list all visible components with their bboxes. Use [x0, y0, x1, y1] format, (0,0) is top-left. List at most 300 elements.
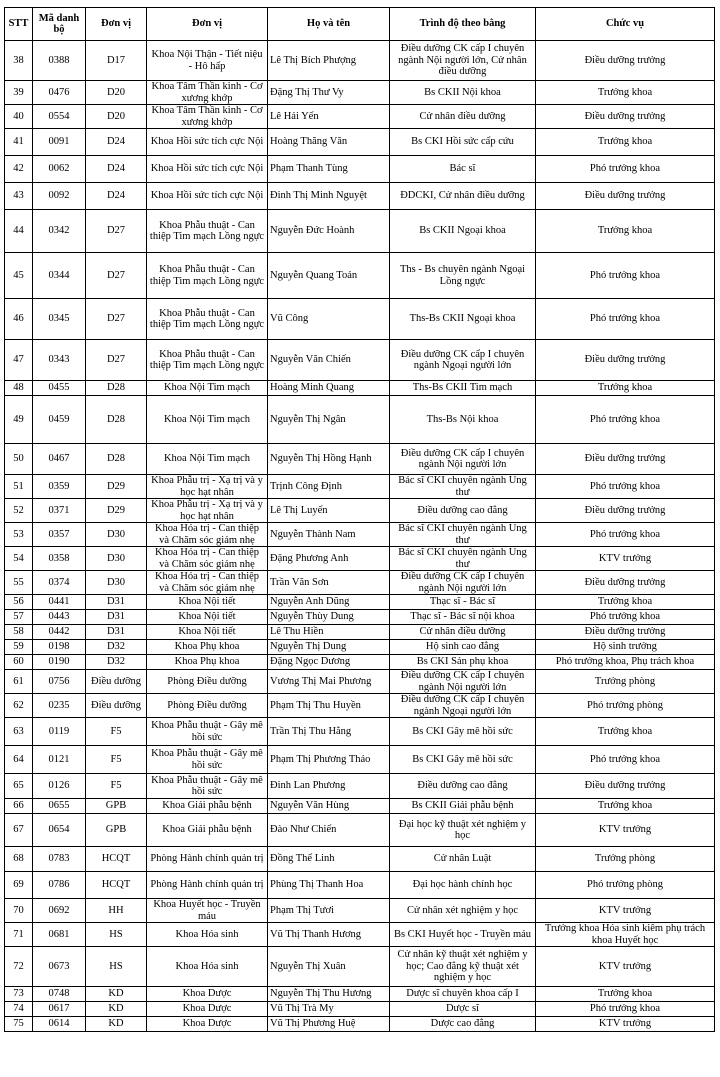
table-row	[5, 610, 715, 625]
cell-stt: 44	[5, 210, 33, 253]
cell-don-vi-code: HCQT	[86, 847, 147, 872]
cell-stt: 70	[5, 899, 33, 923]
cell-trinh-do: Bác sĩ CKI chuyên ngành Ung thư	[390, 523, 536, 547]
cell-don-vi-name: Khoa Hóa sinh	[147, 923, 268, 947]
table-row	[5, 499, 715, 523]
table-row	[5, 475, 715, 499]
cell-stt: 54	[5, 547, 33, 571]
cell-ma-danh-bo: 0357	[33, 523, 86, 547]
cell-stt: 50	[5, 444, 33, 475]
cell-chuc-vu: Trưởng phòng	[536, 847, 715, 872]
cell-chuc-vu: KTV trưởng	[536, 1017, 715, 1032]
cell-ho-va-ten: Nguyễn Thị Hồng Hạnh	[268, 444, 390, 475]
cell-ma-danh-bo: 0476	[33, 81, 86, 105]
cell-chuc-vu: Trưởng phòng	[536, 670, 715, 694]
cell-chuc-vu: Phó trưởng khoa	[536, 1002, 715, 1017]
cell-don-vi-name: Phòng Hành chính quản trị	[147, 847, 268, 872]
cell-stt: 62	[5, 694, 33, 718]
cell-chuc-vu: Điều dưỡng trưởng	[536, 41, 715, 81]
cell-ma-danh-bo: 0062	[33, 156, 86, 183]
cell-chuc-vu: Trưởng khoa	[536, 718, 715, 746]
cell-don-vi-code: F5	[86, 746, 147, 774]
table-row	[5, 396, 715, 444]
cell-stt: 63	[5, 718, 33, 746]
cell-trinh-do: Hộ sinh cao đẳng	[390, 640, 536, 655]
cell-ho-va-ten: Trịnh Công Định	[268, 475, 390, 499]
cell-don-vi-code: D28	[86, 381, 147, 396]
cell-ma-danh-bo: 0554	[33, 105, 86, 129]
cell-ho-va-ten: Phạm Thị Tươi	[268, 899, 390, 923]
cell-stt: 69	[5, 872, 33, 899]
cell-chuc-vu: Điều dưỡng trưởng	[536, 340, 715, 381]
cell-trinh-do: Cử nhân điều dưỡng	[390, 105, 536, 129]
cell-chuc-vu: Trưởng khoa Hóa sinh kiêm phụ trách khoa Huyết học	[536, 923, 715, 947]
table-row	[5, 799, 715, 814]
table-row	[5, 670, 715, 694]
cell-stt: 48	[5, 381, 33, 396]
cell-don-vi-name: Khoa Nội Thận - Tiết niệu - Hô hấp	[147, 41, 268, 81]
cell-don-vi-code: F5	[86, 718, 147, 746]
cell-don-vi-name: Khoa Phẫu thuật - Can thiệp Tim mạch Lồng ngực	[147, 340, 268, 381]
cell-ma-danh-bo: 0442	[33, 625, 86, 640]
cell-stt: 38	[5, 41, 33, 81]
cell-stt: 64	[5, 746, 33, 774]
cell-trinh-do: Bs CKII Ngoại khoa	[390, 210, 536, 253]
cell-ho-va-ten: Nguyễn Thành Nam	[268, 523, 390, 547]
cell-don-vi-name: Khoa Tâm Thần kinh - Cơ xương khớp	[147, 81, 268, 105]
cell-ma-danh-bo: 0467	[33, 444, 86, 475]
cell-chuc-vu: Trưởng khoa	[536, 129, 715, 156]
staff-table	[4, 7, 715, 1032]
cell-stt: 41	[5, 129, 33, 156]
table-row	[5, 847, 715, 872]
cell-chuc-vu: Phó trưởng khoa	[536, 475, 715, 499]
cell-stt: 49	[5, 396, 33, 444]
cell-don-vi-name: Khoa Nội Tim mạch	[147, 396, 268, 444]
table-row	[5, 129, 715, 156]
cell-ma-danh-bo: 0692	[33, 899, 86, 923]
cell-chuc-vu: Phó trưởng khoa	[536, 253, 715, 299]
cell-don-vi-code: D28	[86, 396, 147, 444]
table-row	[5, 183, 715, 210]
cell-trinh-do: Ths - Bs chuyên ngành Ngoại Lồng ngực	[390, 253, 536, 299]
cell-don-vi-name: Khoa Phụ khoa	[147, 655, 268, 670]
cell-ho-va-ten: Đồng Thế Linh	[268, 847, 390, 872]
cell-don-vi-code: D20	[86, 81, 147, 105]
cell-ho-va-ten: Đinh Thị Minh Nguyệt	[268, 183, 390, 210]
header-don-vi-name: Đơn vị	[147, 8, 268, 41]
table-row	[5, 105, 715, 129]
cell-ho-va-ten: Nguyễn Thùy Dung	[268, 610, 390, 625]
cell-ho-va-ten: Vương Thị Mai Phương	[268, 670, 390, 694]
table-row	[5, 210, 715, 253]
table-row	[5, 81, 715, 105]
cell-trinh-do: ĐDCKI, Cử nhân điều dưỡng	[390, 183, 536, 210]
table-row	[5, 299, 715, 340]
cell-ma-danh-bo: 0783	[33, 847, 86, 872]
table-row	[5, 253, 715, 299]
cell-ho-va-ten: Hoàng Minh Quang	[268, 381, 390, 396]
cell-ma-danh-bo: 0342	[33, 210, 86, 253]
cell-chuc-vu: Trưởng khoa	[536, 799, 715, 814]
cell-don-vi-name: Khoa Dược	[147, 987, 268, 1002]
cell-trinh-do: Điều dưỡng CK cấp I chuyên ngành Nội người lớn	[390, 670, 536, 694]
cell-ho-va-ten: Đinh Lan Phương	[268, 774, 390, 799]
cell-stt: 56	[5, 595, 33, 610]
cell-ho-va-ten: Đặng Ngọc Dương	[268, 655, 390, 670]
cell-trinh-do: Điều dưỡng CK cấp I chuyên ngành Ngoại người lớn	[390, 694, 536, 718]
cell-don-vi-code: D24	[86, 183, 147, 210]
cell-don-vi-name: Khoa Hồi sức tích cực Nội	[147, 183, 268, 210]
table-row	[5, 523, 715, 547]
cell-ho-va-ten: Đặng Thị Thư Vy	[268, 81, 390, 105]
table-row	[5, 655, 715, 670]
cell-don-vi-name: Khoa Tâm Thần kinh - Cơ xương khớp	[147, 105, 268, 129]
cell-ho-va-ten: Vũ Thị Phương Huệ	[268, 1017, 390, 1032]
cell-trinh-do: Điều dưỡng cao đẳng	[390, 499, 536, 523]
table-row	[5, 547, 715, 571]
cell-ma-danh-bo: 0358	[33, 547, 86, 571]
cell-ho-va-ten: Vũ Thị Trà My	[268, 1002, 390, 1017]
cell-don-vi-code: D24	[86, 129, 147, 156]
cell-stt: 46	[5, 299, 33, 340]
cell-trinh-do: Dược sĩ	[390, 1002, 536, 1017]
cell-ho-va-ten: Nguyễn Thị Xuân	[268, 947, 390, 987]
cell-don-vi-code: D27	[86, 299, 147, 340]
table-row	[5, 899, 715, 923]
cell-stt: 67	[5, 814, 33, 847]
cell-trinh-do: Bs CKI Sản phụ khoa	[390, 655, 536, 670]
table-row	[5, 640, 715, 655]
cell-don-vi-code: HS	[86, 923, 147, 947]
cell-trinh-do: Bs CKII Nội khoa	[390, 81, 536, 105]
cell-ma-danh-bo: 0121	[33, 746, 86, 774]
cell-stt: 71	[5, 923, 33, 947]
cell-chuc-vu: Điều dưỡng trưởng	[536, 105, 715, 129]
cell-stt: 53	[5, 523, 33, 547]
cell-ho-va-ten: Lê Thị Bích Phượng	[268, 41, 390, 81]
cell-chuc-vu: Điều dưỡng trưởng	[536, 444, 715, 475]
cell-ho-va-ten: Trần Thị Thu Hằng	[268, 718, 390, 746]
cell-trinh-do: Điều dưỡng CK cấp I chuyên ngành Nội người lớn	[390, 571, 536, 595]
cell-ho-va-ten: Lê Thu Hiền	[268, 625, 390, 640]
cell-don-vi-code: D30	[86, 523, 147, 547]
cell-ma-danh-bo: 0091	[33, 129, 86, 156]
cell-ma-danh-bo: 0198	[33, 640, 86, 655]
cell-don-vi-code: D17	[86, 41, 147, 81]
table-row	[5, 156, 715, 183]
cell-don-vi-code: HS	[86, 947, 147, 987]
cell-don-vi-code: D27	[86, 340, 147, 381]
cell-don-vi-name: Khoa Phẫu trị - Xạ trị và y học hạt nhân	[147, 475, 268, 499]
cell-stt: 43	[5, 183, 33, 210]
cell-chuc-vu: KTV trưởng	[536, 547, 715, 571]
cell-trinh-do: Bác sĩ	[390, 156, 536, 183]
cell-ho-va-ten: Trần Văn Sơn	[268, 571, 390, 595]
cell-ma-danh-bo: 0343	[33, 340, 86, 381]
cell-ma-danh-bo: 0235	[33, 694, 86, 718]
cell-ma-danh-bo: 0190	[33, 655, 86, 670]
header-row	[5, 8, 715, 41]
cell-chuc-vu: KTV trưởng	[536, 814, 715, 847]
cell-ma-danh-bo: 0459	[33, 396, 86, 444]
table-row	[5, 694, 715, 718]
cell-trinh-do: Cử nhân xét nghiệm y học	[390, 899, 536, 923]
cell-trinh-do: Điều dưỡng CK cấp I chuyên ngành Nội người lớn, Cử nhân điều dưỡng	[390, 41, 536, 81]
cell-ma-danh-bo: 0614	[33, 1017, 86, 1032]
cell-don-vi-code: D30	[86, 571, 147, 595]
cell-ho-va-ten: Nguyễn Thị Thu Hương	[268, 987, 390, 1002]
cell-don-vi-name: Khoa Giải phẫu bệnh	[147, 799, 268, 814]
cell-ho-va-ten: Nguyễn Đức Hoành	[268, 210, 390, 253]
cell-don-vi-code: HCQT	[86, 872, 147, 899]
cell-stt: 59	[5, 640, 33, 655]
table-row	[5, 340, 715, 381]
cell-stt: 40	[5, 105, 33, 129]
table-body	[5, 41, 715, 1032]
cell-don-vi-name: Khoa Hóa sinh	[147, 947, 268, 987]
cell-ma-danh-bo: 0654	[33, 814, 86, 847]
cell-ho-va-ten: Nguyễn Thị Ngân	[268, 396, 390, 444]
cell-stt: 65	[5, 774, 33, 799]
cell-don-vi-name: Khoa Nội Tim mạch	[147, 381, 268, 396]
cell-don-vi-name: Khoa Hồi sức tích cực Nội	[147, 129, 268, 156]
cell-chuc-vu: Trưởng khoa	[536, 595, 715, 610]
cell-don-vi-name: Phòng Hành chính quản trị	[147, 872, 268, 899]
cell-don-vi-code: HH	[86, 899, 147, 923]
table-row	[5, 444, 715, 475]
cell-trinh-do: Thạc sĩ - Bác sĩ	[390, 595, 536, 610]
cell-chuc-vu: KTV trưởng	[536, 899, 715, 923]
table-row	[5, 923, 715, 947]
header-ho-va-ten: Họ và tên	[268, 8, 390, 41]
cell-stt: 55	[5, 571, 33, 595]
cell-don-vi-code: D24	[86, 156, 147, 183]
cell-chuc-vu: Điều dưỡng trưởng	[536, 183, 715, 210]
cell-ma-danh-bo: 0371	[33, 499, 86, 523]
cell-stt: 42	[5, 156, 33, 183]
cell-ho-va-ten: Phạm Thanh Tùng	[268, 156, 390, 183]
cell-don-vi-name: Khoa Giải phẫu bệnh	[147, 814, 268, 847]
cell-trinh-do: Ths-Bs CKII Tim mạch	[390, 381, 536, 396]
cell-don-vi-code: GPB	[86, 814, 147, 847]
header-ma-danh-bo: Mã danh bộ	[33, 8, 86, 41]
table-row	[5, 814, 715, 847]
cell-chuc-vu: Trưởng khoa	[536, 81, 715, 105]
cell-chuc-vu: Trưởng khoa	[536, 210, 715, 253]
cell-stt: 57	[5, 610, 33, 625]
table-row	[5, 571, 715, 595]
cell-chuc-vu: Phó trưởng khoa	[536, 746, 715, 774]
cell-don-vi-name: Phòng Điều dưỡng	[147, 694, 268, 718]
cell-trinh-do: Đại học hành chính học	[390, 872, 536, 899]
cell-don-vi-code: D27	[86, 253, 147, 299]
table-row	[5, 947, 715, 987]
cell-don-vi-name: Khoa Phẫu trị - Xạ trị và y học hạt nhân	[147, 499, 268, 523]
cell-trinh-do: Cử nhân điều dưỡng	[390, 625, 536, 640]
cell-don-vi-name: Khoa Nội tiết	[147, 610, 268, 625]
cell-don-vi-name: Khoa Phẫu thuật - Gây mê hồi sức	[147, 774, 268, 799]
cell-don-vi-code: D31	[86, 595, 147, 610]
cell-don-vi-name: Khoa Hóa trị - Can thiệp và Chăm sóc giảm nhẹ	[147, 571, 268, 595]
header-don-vi-code: Đơn vị	[86, 8, 147, 41]
cell-chuc-vu: Phó trưởng khoa	[536, 396, 715, 444]
cell-ma-danh-bo: 0443	[33, 610, 86, 625]
cell-stt: 52	[5, 499, 33, 523]
cell-ma-danh-bo: 0748	[33, 987, 86, 1002]
cell-ma-danh-bo: 0441	[33, 595, 86, 610]
table-row	[5, 872, 715, 899]
cell-stt: 60	[5, 655, 33, 670]
cell-trinh-do: Cử nhân kỹ thuật xét nghiệm y học; Cao đẳng kỹ thuật xét nghiệm y học	[390, 947, 536, 987]
cell-chuc-vu: Hộ sinh trưởng	[536, 640, 715, 655]
cell-trinh-do: Bs CKI Gây mê hồi sức	[390, 718, 536, 746]
cell-stt: 47	[5, 340, 33, 381]
cell-don-vi-name: Khoa Phẫu thuật - Can thiệp Tim mạch Lồng ngực	[147, 210, 268, 253]
cell-ho-va-ten: Lê Thị Luyến	[268, 499, 390, 523]
cell-stt: 58	[5, 625, 33, 640]
cell-trinh-do: Dược sĩ chuyên khoa cấp I	[390, 987, 536, 1002]
cell-don-vi-name: Khoa Phụ khoa	[147, 640, 268, 655]
cell-don-vi-name: Khoa Nội tiết	[147, 595, 268, 610]
cell-don-vi-name: Khoa Phẫu thuật - Can thiệp Tim mạch Lồng ngực	[147, 299, 268, 340]
cell-chuc-vu: Trưởng khoa	[536, 381, 715, 396]
cell-ma-danh-bo: 0359	[33, 475, 86, 499]
cell-trinh-do: Bs CKII Giải phẫu bệnh	[390, 799, 536, 814]
table-row	[5, 987, 715, 1002]
cell-don-vi-code: D29	[86, 475, 147, 499]
cell-trinh-do: Điều dưỡng CK cấp I chuyên ngành Ngoại người lớn	[390, 340, 536, 381]
header-chuc-vu: Chức vụ	[536, 8, 715, 41]
cell-ho-va-ten: Phạm Thị Phương Thảo	[268, 746, 390, 774]
cell-don-vi-code: KD	[86, 1017, 147, 1032]
cell-ma-danh-bo: 0092	[33, 183, 86, 210]
cell-trinh-do: Bs CKI Hồi sức cấp cứu	[390, 129, 536, 156]
cell-don-vi-code: D31	[86, 625, 147, 640]
cell-don-vi-code: Điều dưỡng	[86, 694, 147, 718]
cell-chuc-vu: Phó trưởng phòng	[536, 872, 715, 899]
cell-trinh-do: Cử nhân Luật	[390, 847, 536, 872]
cell-ma-danh-bo: 0786	[33, 872, 86, 899]
cell-chuc-vu: Điều dưỡng trưởng	[536, 774, 715, 799]
cell-ma-danh-bo: 0681	[33, 923, 86, 947]
cell-stt: 66	[5, 799, 33, 814]
table-row	[5, 381, 715, 396]
table-row	[5, 1017, 715, 1032]
cell-don-vi-code: F5	[86, 774, 147, 799]
cell-ho-va-ten: Đặng Phương Anh	[268, 547, 390, 571]
cell-ho-va-ten: Đào Như Chiến	[268, 814, 390, 847]
cell-ma-danh-bo: 0119	[33, 718, 86, 746]
cell-don-vi-name: Khoa Phẫu thuật - Can thiệp Tim mạch Lồng ngực	[147, 253, 268, 299]
cell-stt: 61	[5, 670, 33, 694]
cell-chuc-vu: Phó trưởng khoa	[536, 299, 715, 340]
cell-don-vi-code: Điều dưỡng	[86, 670, 147, 694]
cell-ma-danh-bo: 0617	[33, 1002, 86, 1017]
cell-ma-danh-bo: 0673	[33, 947, 86, 987]
cell-ho-va-ten: Hoàng Thăng Văn	[268, 129, 390, 156]
cell-don-vi-code: KD	[86, 987, 147, 1002]
table-row	[5, 1002, 715, 1017]
cell-don-vi-code: D27	[86, 210, 147, 253]
cell-chuc-vu: Điều dưỡng trưởng	[536, 499, 715, 523]
cell-chuc-vu: Phó trưởng phòng	[536, 694, 715, 718]
cell-don-vi-name: Khoa Dược	[147, 1002, 268, 1017]
cell-don-vi-name: Khoa Dược	[147, 1017, 268, 1032]
cell-ho-va-ten: Lê Hải Yến	[268, 105, 390, 129]
cell-don-vi-code: D31	[86, 610, 147, 625]
cell-stt: 74	[5, 1002, 33, 1017]
cell-ma-danh-bo: 0756	[33, 670, 86, 694]
cell-trinh-do: Điều dưỡng cao đẳng	[390, 774, 536, 799]
cell-ho-va-ten: Nguyễn Anh Dũng	[268, 595, 390, 610]
cell-ma-danh-bo: 0126	[33, 774, 86, 799]
table-row	[5, 718, 715, 746]
cell-ma-danh-bo: 0388	[33, 41, 86, 81]
table-row	[5, 746, 715, 774]
cell-trinh-do: Dược cao đẳng	[390, 1017, 536, 1032]
cell-stt: 51	[5, 475, 33, 499]
cell-ma-danh-bo: 0655	[33, 799, 86, 814]
cell-don-vi-name: Khoa Hóa trị - Can thiệp và Chăm sóc giảm nhẹ	[147, 523, 268, 547]
header-stt: STT	[5, 8, 33, 41]
cell-trinh-do: Ths-Bs Nội khoa	[390, 396, 536, 444]
cell-ho-va-ten: Vũ Công	[268, 299, 390, 340]
cell-chuc-vu: KTV trưởng	[536, 947, 715, 987]
cell-don-vi-name: Khoa Hóa trị - Can thiệp và Chăm sóc giảm nhẹ	[147, 547, 268, 571]
cell-don-vi-code: GPB	[86, 799, 147, 814]
cell-ho-va-ten: Nguyễn Thị Dung	[268, 640, 390, 655]
cell-chuc-vu: Điều dưỡng trưởng	[536, 625, 715, 640]
cell-ho-va-ten: Phạm Thị Thu Huyền	[268, 694, 390, 718]
cell-trinh-do: Bs CKI Huyết học - Truyền máu	[390, 923, 536, 947]
cell-trinh-do: Bác sĩ CKI chuyên ngành Ung thư	[390, 475, 536, 499]
cell-stt: 72	[5, 947, 33, 987]
staff-table-container	[4, 7, 714, 1032]
cell-ma-danh-bo: 0345	[33, 299, 86, 340]
cell-chuc-vu: Phó trưởng khoa	[536, 156, 715, 183]
cell-trinh-do: Bs CKI Gây mê hồi sức	[390, 746, 536, 774]
cell-don-vi-name: Phòng Điều dưỡng	[147, 670, 268, 694]
cell-ho-va-ten: Nguyễn Văn Chiến	[268, 340, 390, 381]
cell-ho-va-ten: Nguyễn Văn Hùng	[268, 799, 390, 814]
cell-stt: 73	[5, 987, 33, 1002]
cell-trinh-do: Điều dưỡng CK cấp I chuyên ngành Nội người lớn	[390, 444, 536, 475]
cell-ma-danh-bo: 0374	[33, 571, 86, 595]
table-row	[5, 595, 715, 610]
cell-chuc-vu: Phó trưởng khoa, Phụ trách khoa	[536, 655, 715, 670]
cell-stt: 39	[5, 81, 33, 105]
cell-don-vi-code: KD	[86, 1002, 147, 1017]
cell-don-vi-name: Khoa Huyết học - Truyền máu	[147, 899, 268, 923]
table-row	[5, 774, 715, 799]
cell-don-vi-name: Khoa Hồi sức tích cực Nội	[147, 156, 268, 183]
header-trinh-do: Trình độ theo bằng	[390, 8, 536, 41]
cell-chuc-vu: Điều dưỡng trưởng	[536, 571, 715, 595]
cell-trinh-do: Thạc sĩ - Bác sĩ nội khoa	[390, 610, 536, 625]
cell-don-vi-name: Khoa Phẫu thuật - Gây mê hồi sức	[147, 746, 268, 774]
cell-don-vi-name: Khoa Phẫu thuật - Gây mê hồi sức	[147, 718, 268, 746]
cell-don-vi-code: D28	[86, 444, 147, 475]
cell-trinh-do: Ths-Bs CKII Ngoại khoa	[390, 299, 536, 340]
cell-don-vi-code: D32	[86, 655, 147, 670]
cell-chuc-vu: Trưởng khoa	[536, 987, 715, 1002]
cell-trinh-do: Đại học kỹ thuật xét nghiệm y học	[390, 814, 536, 847]
cell-ho-va-ten: Phùng Thị Thanh Hoa	[268, 872, 390, 899]
cell-stt: 75	[5, 1017, 33, 1032]
cell-don-vi-name: Khoa Nội Tim mạch	[147, 444, 268, 475]
table-row	[5, 41, 715, 81]
